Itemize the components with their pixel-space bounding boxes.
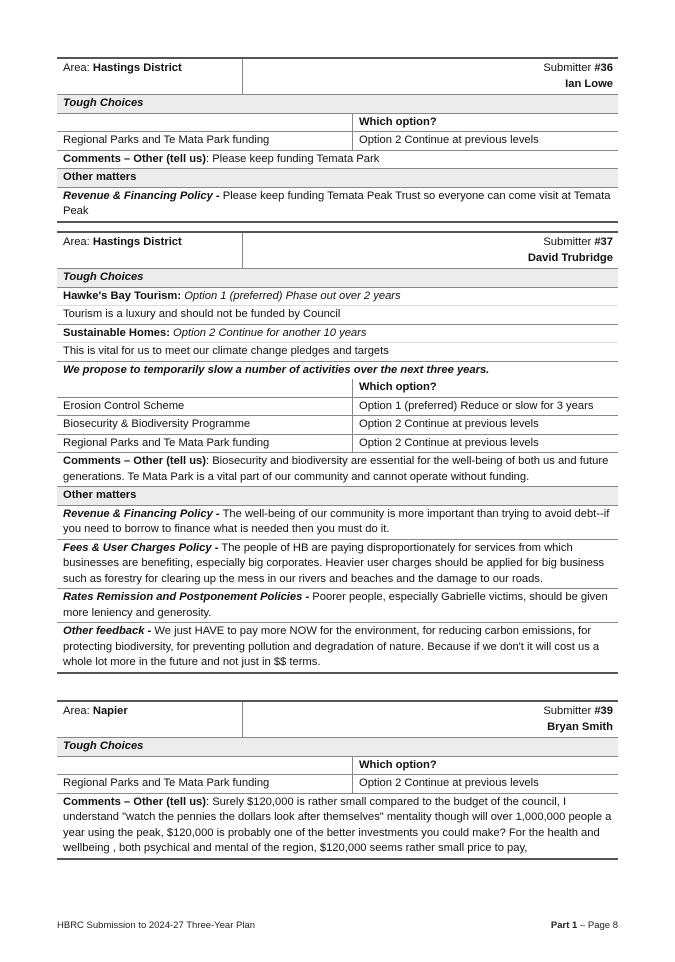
other-matters-heading: Other matters — [57, 169, 618, 188]
footer-page-number: Part 1 – Page 8 — [550, 920, 618, 931]
submitter-number: #36 — [594, 62, 613, 74]
submitter-name: Bryan Smith — [547, 720, 613, 733]
option-row — [57, 416, 618, 435]
submission-37 — [57, 231, 618, 674]
options-header-row — [57, 757, 618, 776]
area-value: Hastings District — [92, 62, 182, 74]
submission-36 — [57, 57, 618, 223]
option-item: Erosion Control Scheme — [57, 398, 353, 416]
option-item: Biosecurity & Biodiversity Programme — [57, 416, 353, 434]
option-choice: Option 2 Continue at previous levels — [359, 134, 539, 146]
submission-39 — [57, 700, 618, 860]
comments-row: Comments – Other (tell us): Biosecurity and biodiversity are essential for the well-being of both us and future generations. Te Mata Park is a vital part of our community and cannot operate without funding. — [57, 453, 618, 487]
submitter-cell: Submitter #39 Bryan Smith — [243, 702, 618, 737]
tough-choices-heading: Tough Choices — [57, 95, 618, 114]
revenue-policy-row: Revenue & Financing Policy - The well-being of our community is more important than trying to avoid debt--if you need to borrow to finance what is needed then you must do it. — [57, 506, 618, 540]
submitter-number: #37 — [594, 236, 613, 248]
tough-choices-heading: Tough Choices — [57, 738, 618, 757]
option-item: Regional Parks and Te Mata Park funding — [57, 775, 353, 793]
submitter-cell: Submitter #36 Ian Lowe — [243, 59, 618, 94]
options-header-row — [57, 114, 618, 133]
revenue-policy-row: Revenue & Financing Policy - Please keep funding Temata Peak Trust so everyone can come visit at Temata Peak — [63, 189, 611, 217]
submitter-number: #39 — [594, 705, 613, 717]
which-option-heading: Which option? — [359, 758, 437, 771]
comments-row: Comments – Other (tell us): Please keep funding Temata Park — [57, 151, 618, 170]
option-choice: Option 2 Continue at previous levels — [359, 777, 539, 789]
option-row — [57, 132, 618, 151]
homes-question: Sustainable Homes: Option 2 Continue for another 10 years — [57, 325, 618, 344]
option-row — [57, 775, 618, 794]
options-header-row — [57, 379, 618, 398]
slow-activities-heading: We propose to temporarily slow a number of activities over the next three years. — [63, 363, 490, 376]
option-choice: Option 2 Continue at previous levels — [359, 418, 539, 430]
fees-policy-row: Fees & User Charges Policy - The people of HB are paying disproportionately for services from which businesses are benefiting, especially big corporates. Heavier user charges should be applied for big business such as forestry for clearing up the mess in our rivers and beaches and the damage to our roads. — [57, 540, 618, 590]
footer-document-title: HBRC Submission to 2024-27 Three-Year Plan — [57, 920, 256, 931]
tourism-question: Hawke's Bay Tourism: Option 1 (preferred) Phase out over 2 years — [57, 288, 618, 307]
area-cell: Area: Napier — [57, 702, 243, 737]
page-footer — [57, 918, 618, 934]
submission-header — [57, 702, 618, 738]
area-value: Napier — [92, 705, 128, 717]
rates-policy-row: Rates Remission and Postponement Policies - Poorer people, especially Gabrielle victims, should be given more leniency and generosity. — [57, 589, 618, 623]
submitter-name: Ian Lowe — [565, 77, 613, 90]
area-value: Hastings District — [92, 236, 182, 248]
which-option-heading: Which option? — [359, 381, 437, 393]
other-matters-heading: Other matters — [57, 487, 618, 506]
submission-header — [57, 59, 618, 95]
option-choice: Option 2 Continue at previous levels — [359, 436, 539, 449]
option-item: Regional Parks and Te Mata Park funding — [57, 435, 353, 453]
option-row — [57, 435, 618, 454]
option-choice: Option 1 (preferred) Reduce or slow for 3 years — [359, 399, 594, 412]
option-item: Regional Parks and Te Mata Park funding — [57, 132, 353, 150]
submitter-name: David Trubridge — [527, 251, 613, 264]
submitter-cell: Submitter #37 David Trubridge — [243, 233, 618, 268]
submission-header — [57, 233, 618, 269]
comments-row: Comments – Other (tell us): Surely $120,000 is rather small compared to the budget of the council, I understand "watch the pennies the dollars look after themselves" mentality though will over 1,000,000 people a year using the peak, $120,000 is probably one of the better investments you could make? For the health and wellbeing , both psychical and mental of the region, $120,000 seems rather small price to pay, — [63, 795, 612, 854]
homes-answer: This is vital for us to meet our climate change pledges and targets — [57, 343, 618, 362]
tough-choices-heading: Tough Choices — [57, 269, 618, 288]
area-cell: Area: Hastings District — [57, 233, 243, 268]
other-feedback-row: Other feedback - We just HAVE to pay more NOW for the environment, for reducing carbon emissions, for protecting biodiversity, for preventing pollution and degradation of nature. Because if we don't it will cost us a whole lot more in the future and not just in $$ terms. — [63, 625, 600, 668]
option-row — [57, 398, 618, 417]
which-option-heading: Which option? — [359, 115, 437, 128]
area-cell: Area: Hastings District — [57, 59, 243, 94]
tourism-answer: Tourism is a luxury and should not be funded by Council — [57, 306, 618, 325]
